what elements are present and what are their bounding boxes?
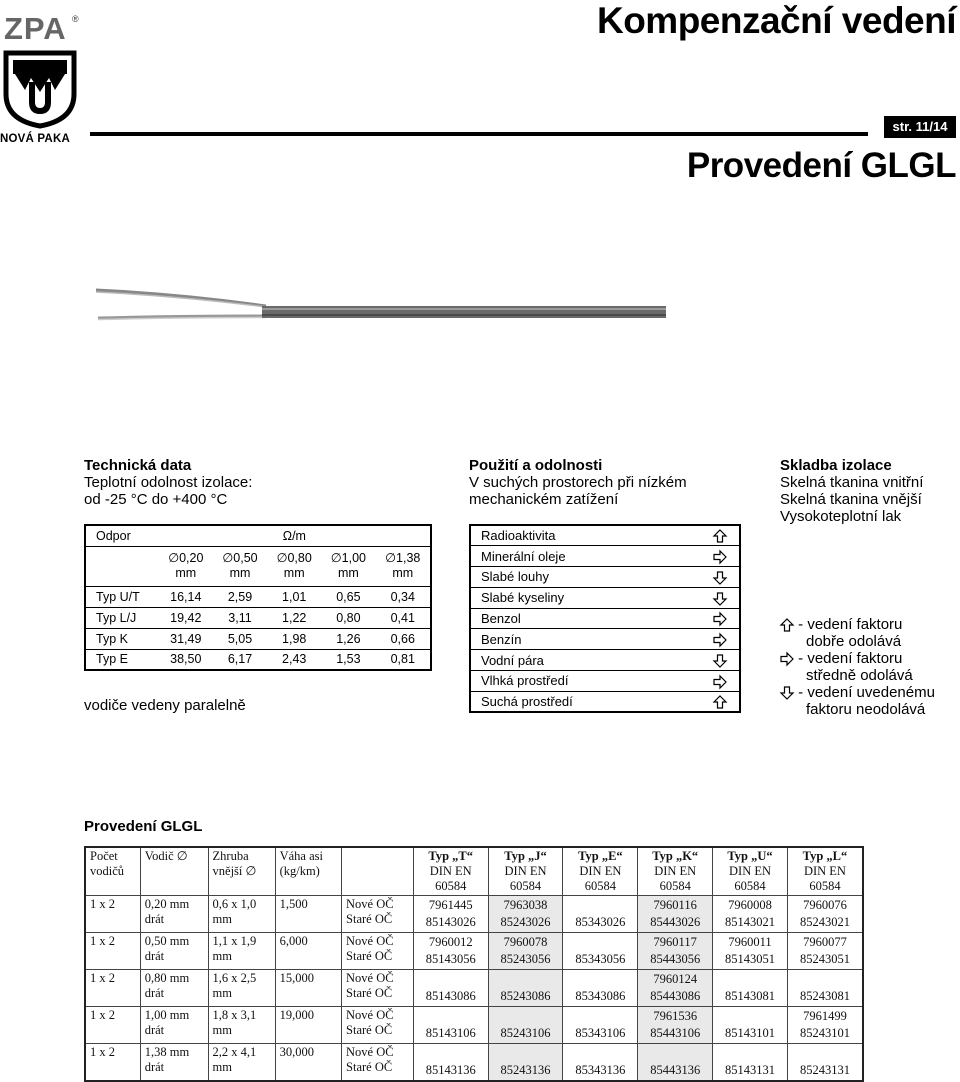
legend-text: dobře odolává — [806, 633, 902, 650]
table-row — [470, 546, 740, 567]
table-cell: 1,98 — [267, 628, 321, 649]
cell-order-code — [713, 1007, 788, 1044]
cell-order-code — [488, 933, 563, 970]
old-code: 85343056 — [575, 952, 626, 966]
column-header-type: Typ „L“ DIN EN 60584 — [787, 847, 863, 896]
column-header-count: Počet vodičů — [85, 847, 140, 896]
legend-text: - vedení uvedenému — [798, 684, 935, 701]
new-code — [418, 1008, 484, 1025]
cell-order-code — [638, 896, 713, 933]
new-code — [493, 971, 559, 988]
arrow-right-icon — [780, 650, 794, 667]
cell-count: 1 x 2 — [85, 896, 140, 933]
media-name: Slabé louhy — [470, 567, 700, 588]
cell-order-code — [413, 970, 488, 1007]
arrow-down-icon — [713, 590, 727, 605]
diameter-header: ∅0,80 mm — [267, 546, 321, 586]
cell-order-code — [713, 896, 788, 933]
rating-cell — [700, 567, 740, 588]
insulation-block — [780, 457, 923, 525]
table-cell: 2,59 — [213, 586, 267, 607]
cell-order-code — [563, 933, 638, 970]
cell-outer: 2,2 x 4,1 mm — [208, 1044, 275, 1082]
arrow-down-icon — [713, 652, 727, 667]
usage-title: Použití a odolnosti — [469, 457, 603, 474]
new-code: 7960078 — [503, 935, 548, 949]
arrow-down-icon — [780, 684, 794, 701]
table-cell: 19,42 — [159, 607, 213, 628]
arrow-right-icon — [713, 632, 727, 647]
table-cell: 3,11 — [213, 607, 267, 628]
table-cell: 0,81 — [390, 652, 415, 667]
media-name: Minerální oleje — [470, 546, 700, 567]
cell-order-code — [488, 1007, 563, 1044]
table-cell: 16,14 — [159, 586, 213, 607]
old-code: 85243086 — [500, 989, 551, 1003]
logo-text: ZPA — [4, 11, 67, 46]
new-code: 7960116 — [653, 898, 697, 912]
page-number-badge: str. 11/14 — [884, 116, 956, 138]
table-cell: 0,65 — [321, 586, 375, 607]
row-type: Typ K — [85, 628, 159, 649]
cell-order-code — [413, 933, 488, 970]
cell-order-code — [638, 1007, 713, 1044]
new-code: 7960077 — [803, 935, 847, 949]
new-code — [792, 971, 858, 988]
legend-row-good — [780, 616, 935, 633]
media-name: Benzol — [470, 608, 700, 629]
arrow-right-icon — [713, 611, 727, 626]
media-name: Slabé kyseliny — [470, 587, 700, 608]
legend-row-poor — [780, 684, 935, 701]
new-code — [493, 1008, 559, 1025]
cell-order-code — [713, 933, 788, 970]
new-code: 7961536 — [653, 1009, 698, 1023]
logo-caption: NOVÁ PAKA — [0, 133, 70, 145]
cell-weight: 19,000 — [275, 1007, 341, 1044]
cell-order-code — [787, 1044, 863, 1082]
column-header-type: Typ „T“ DIN EN 60584 — [413, 847, 488, 896]
rating-cell — [700, 587, 740, 608]
rating-cell — [700, 546, 740, 567]
diameter-header: ∅1,38 mm — [376, 546, 431, 586]
old-code: 85143081 — [725, 989, 776, 1003]
cell-order-code — [488, 1044, 563, 1082]
new-code — [567, 1008, 633, 1025]
cell-order-code — [787, 970, 863, 1007]
cell-code-labels: Nové OČ Staré OČ — [342, 970, 414, 1007]
table-cell: 0,41 — [376, 607, 431, 628]
logo-registered-mark: ® — [72, 14, 79, 24]
old-code: 85243081 — [799, 989, 850, 1003]
table-cell — [85, 546, 159, 586]
resistance-to-media-table — [469, 524, 741, 713]
table-cell: 1,22 — [267, 607, 321, 628]
rating-cell — [700, 671, 740, 692]
rating-cell — [700, 608, 740, 629]
old-code: 85143131 — [725, 1063, 776, 1077]
cell-order-code — [713, 970, 788, 1007]
cell-code-labels: Nové OČ Staré OČ — [342, 1007, 414, 1044]
old-code: 85143026 — [425, 915, 476, 929]
old-code: 85143051 — [725, 952, 776, 966]
table-row — [85, 607, 431, 628]
resistance-table — [84, 524, 432, 671]
cell-order-code — [488, 896, 563, 933]
order-table-title: Provedení GLGL — [84, 818, 203, 835]
insulation-line: Skelná tkanina vnější — [780, 491, 922, 508]
new-code: 7960124 — [653, 972, 698, 986]
old-code: 85143021 — [725, 915, 776, 929]
table-cell: 5,05 — [213, 628, 267, 649]
new-code — [418, 971, 484, 988]
legend-text: - vedení faktoru — [798, 650, 903, 667]
new-code — [493, 1045, 559, 1062]
cell-outer: 1,6 x 2,5 mm — [208, 970, 275, 1007]
cell-order-code — [488, 970, 563, 1007]
cell-order-code — [787, 896, 863, 933]
legend-text: středně odolává — [806, 667, 913, 684]
cell-order-code — [413, 896, 488, 933]
diameter-header: ∅0,20 mm — [159, 546, 213, 586]
resistance-unit: Ω/m — [159, 525, 431, 546]
insulation-line: Vysokoteplotní lak — [780, 508, 902, 525]
column-header-type: Typ „K“ DIN EN 60584 — [638, 847, 713, 896]
new-code: 7960012 — [428, 935, 473, 949]
cell-code-labels: Nové OČ Staré OČ — [342, 896, 414, 933]
usage-line: V suchých prostorech při nízkém — [469, 474, 687, 491]
media-name: Vodní pára — [470, 650, 700, 671]
legend-text: faktoru neodolává — [806, 701, 926, 718]
table-cell: 1,01 — [267, 586, 321, 607]
row-type: Typ L/J — [85, 607, 159, 628]
rating-cell — [700, 629, 740, 650]
media-name: Benzín — [470, 629, 700, 650]
cell-code-labels: Nové OČ Staré OČ — [342, 933, 414, 970]
cell-count: 1 x 2 — [85, 1007, 140, 1044]
new-code — [717, 971, 783, 988]
technical-data-line: od -25 °C do +400 °C — [84, 491, 228, 508]
table-row — [470, 525, 740, 546]
cell-outer: 0,6 x 1,0 mm — [208, 896, 275, 933]
new-code — [567, 934, 633, 951]
company-logo — [0, 6, 80, 145]
table-row — [470, 691, 740, 712]
old-code: 85243026 — [500, 915, 551, 929]
old-code: 85443026 — [650, 915, 701, 929]
old-code: 85443086 — [650, 989, 701, 1003]
old-code: 85343136 — [575, 1063, 626, 1077]
usage-block — [469, 457, 687, 508]
cell-count: 1 x 2 — [85, 970, 140, 1007]
table-cell: 0,34 — [376, 586, 431, 607]
cell-order-code — [638, 1044, 713, 1082]
table-cell: 0,66 — [376, 628, 431, 649]
table-cell: 1,53 — [336, 652, 361, 667]
column-header-type: Typ „U“ DIN EN 60584 — [713, 847, 788, 896]
column-header-label — [342, 847, 414, 896]
order-codes-table — [84, 846, 864, 1082]
old-code: 85243136 — [500, 1063, 551, 1077]
old-code: 85143106 — [425, 1026, 476, 1040]
cell-order-code — [713, 1044, 788, 1082]
old-code: 85143136 — [425, 1063, 476, 1077]
insulation-title: Skladba izolace — [780, 457, 892, 474]
new-code — [717, 1008, 783, 1025]
table-row — [470, 629, 740, 650]
cell-weight: 15,000 — [275, 970, 341, 1007]
new-code: 7960011 — [728, 935, 772, 949]
column-header-wire: Vodič ∅ — [140, 847, 208, 896]
cell-order-code — [787, 1007, 863, 1044]
new-code: 7960076 — [803, 898, 847, 912]
arrow-right-icon — [713, 548, 727, 563]
cell-outer: 1,8 x 3,1 mm — [208, 1007, 275, 1044]
table-row — [85, 586, 431, 607]
shield-emblem-icon — [3, 50, 77, 128]
table-row — [470, 587, 740, 608]
cell-outer: 1,1 x 1,9 mm — [208, 933, 275, 970]
table-row — [85, 896, 863, 933]
media-name: Radioaktivita — [470, 525, 700, 546]
cable-photo — [90, 280, 670, 330]
arrow-right-icon — [713, 673, 727, 688]
table-row — [85, 1007, 863, 1044]
rating-legend — [780, 616, 935, 718]
cell-order-code — [413, 1044, 488, 1082]
new-code: 7961499 — [803, 1009, 847, 1023]
old-code: 85443056 — [650, 952, 701, 966]
diameter-header: ∅1,00 mm — [321, 546, 375, 586]
old-code: 85143086 — [425, 989, 476, 1003]
column-header-type: Typ „E“ DIN EN 60584 — [563, 847, 638, 896]
old-code: 85343106 — [575, 1026, 626, 1040]
rating-cell — [700, 691, 740, 712]
cell-code-labels: Nové OČ Staré OČ — [342, 1044, 414, 1082]
new-code: 7961445 — [428, 898, 473, 912]
table-row — [470, 608, 740, 629]
technical-data-line: Teplotní odolnost izolace: — [84, 474, 253, 491]
new-code — [567, 971, 633, 988]
cell-order-code — [563, 1007, 638, 1044]
cell-wire: 0,20 mm drát — [140, 896, 208, 933]
old-code: 85343026 — [575, 915, 626, 929]
resistance-label: Odpor — [85, 525, 159, 546]
cell-count: 1 x 2 — [85, 1044, 140, 1082]
old-code: 85143101 — [725, 1026, 776, 1040]
table-cell: 31,49 — [159, 628, 213, 649]
page-subtitle: Provedení GLGL — [686, 146, 956, 185]
old-code: 85243051 — [799, 952, 850, 966]
old-code: 85243131 — [799, 1063, 850, 1077]
new-code — [642, 1045, 708, 1062]
old-code: 85243101 — [799, 1026, 850, 1040]
legend-row-medium — [780, 650, 935, 667]
cell-wire: 1,00 mm drát — [140, 1007, 208, 1044]
media-name: Suchá prostředí — [481, 694, 573, 710]
usage-line: mechanickém zatížení — [469, 491, 619, 508]
rating-cell — [700, 650, 740, 671]
rating-cell — [700, 525, 740, 546]
row-type: Typ U/T — [85, 586, 159, 607]
table-row — [470, 671, 740, 692]
table-row — [85, 933, 863, 970]
cell-order-code — [563, 970, 638, 1007]
old-code: 85343086 — [575, 989, 626, 1003]
arrow-down-icon — [713, 569, 727, 584]
new-code — [792, 1045, 858, 1062]
arrow-up-icon — [713, 694, 727, 709]
column-header-outer: Zhruba vnější ∅ — [208, 847, 275, 896]
table-row — [85, 1044, 863, 1082]
table-cell: 1,26 — [321, 628, 375, 649]
old-code: 85243106 — [500, 1026, 551, 1040]
table-cell: 6,17 — [227, 652, 253, 667]
new-code — [717, 1045, 783, 1062]
cell-count: 1 x 2 — [85, 933, 140, 970]
arrow-up-icon — [713, 528, 727, 543]
old-code: 85443106 — [650, 1026, 701, 1040]
cell-wire: 0,50 mm drát — [140, 933, 208, 970]
insulation-line: Skelná tkanina vnitřní — [780, 474, 924, 491]
header-divider — [90, 132, 868, 136]
cell-order-code — [787, 933, 863, 970]
old-code: 85243056 — [500, 952, 551, 966]
media-name: Vlhká prostředí — [470, 671, 700, 692]
diameter-header: ∅0,50 mm — [213, 546, 267, 586]
table-cell: 38,50 — [170, 652, 202, 667]
parallel-note: vodiče vedeny paralelně — [84, 697, 246, 714]
technical-data-block — [84, 457, 252, 508]
old-code: 85443136 — [650, 1063, 701, 1077]
column-header-type: Typ „J“ DIN EN 60584 — [488, 847, 563, 896]
new-code — [418, 1045, 484, 1062]
table-cell: 2,43 — [282, 652, 307, 667]
table-row — [470, 567, 740, 588]
table-row — [85, 628, 431, 649]
old-code: 85143056 — [425, 952, 476, 966]
cell-wire: 0,80 mm drát — [140, 970, 208, 1007]
new-code: 7960008 — [728, 898, 772, 912]
cell-wire: 1,38 mm drát — [140, 1044, 208, 1082]
table-row — [85, 649, 431, 670]
row-type: Typ E — [96, 652, 128, 667]
table-row — [470, 650, 740, 671]
cell-order-code — [638, 970, 713, 1007]
cell-order-code — [413, 1007, 488, 1044]
new-code — [567, 897, 633, 914]
cell-weight: 6,000 — [275, 933, 341, 970]
technical-data-title: Technická data — [84, 457, 192, 474]
table-cell: 0,80 — [321, 607, 375, 628]
arrow-up-icon — [780, 616, 794, 633]
cell-weight: 1,500 — [275, 896, 341, 933]
cell-order-code — [563, 1044, 638, 1082]
table-header-row — [85, 847, 863, 896]
cell-order-code — [638, 933, 713, 970]
column-header-weight: Váha asi (kg/km) — [275, 847, 341, 896]
new-code: 7960117 — [653, 935, 697, 949]
legend-text: - vedení faktoru — [798, 616, 903, 633]
page-title: Kompenzační vedení — [596, 0, 956, 41]
old-code: 85243021 — [799, 915, 850, 929]
table-row — [85, 970, 863, 1007]
new-code — [567, 1045, 633, 1062]
cell-order-code — [563, 896, 638, 933]
new-code: 7963038 — [503, 898, 548, 912]
cell-weight: 30,000 — [275, 1044, 341, 1082]
